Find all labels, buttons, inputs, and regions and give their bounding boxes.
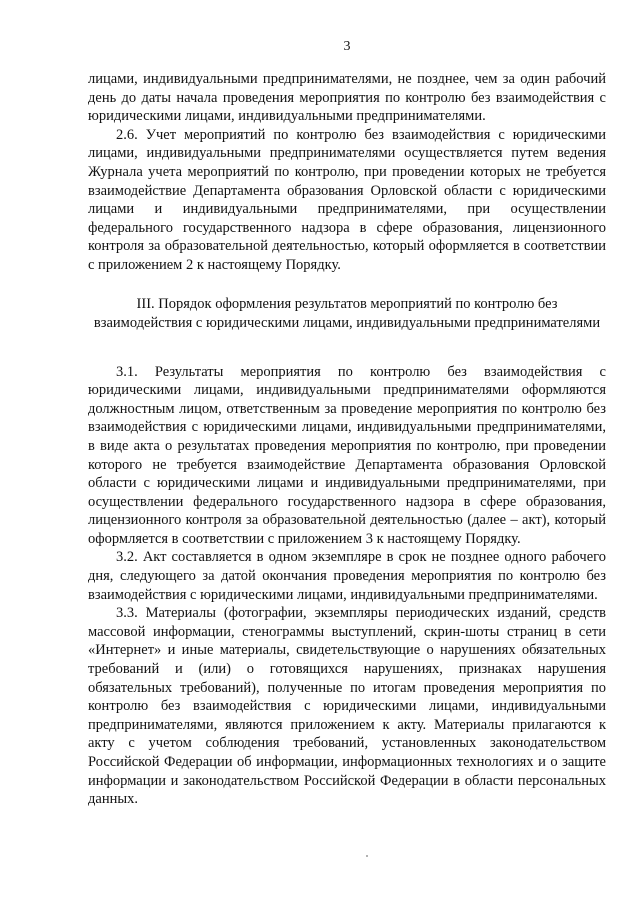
paragraph-3-2: 3.2. Акт составляется в одном экземпляре в срок не позднее одного рабочего дня, следующего за датой окончания проведения мероприятия по контролю без взаимодействия с юридическими лицами, индивидуальными предпринимателями. [88, 549, 606, 603]
scan-speck [366, 855, 368, 857]
paragraph-3-3: 3.3. Материалы (фотографии, экземпляры периодических изданий, средств массовой информации, стенограммы выступлений, скрин-шоты страниц в сети «Интернет» и иные материалы, свидетельствующие о нарушениях обязательных требований и (или) о готовящихся нарушениях, признаках нарушения обязательных требований), полученные по итогам проведения мероприятия по контролю без взаимодействия с юридическими лицами, индивидуальными предпринимателями, являются приложением к акту. Материалы прилагаются к акту с учетом соблюдения требований, установленных законодательством Российской Федерации об информации, информационных технологиях и о защите информации и законодательством Российской Федерации в области персональных данных. [88, 605, 606, 808]
paragraph-continuation: лицами, индивидуальными предпринимателями, не позднее, чем за один рабочий день до даты начала проведения мероприятия по контролю без взаимодействия с юридическими лицами, индивидуальными предпринимателями. [88, 71, 606, 125]
page-number: 3 [343, 39, 351, 54]
paragraph-3-1: 3.1. Результаты мероприятия по контролю без взаимодействия с юридическими лицами, индивидуальными предпринимателями оформляются должностным лицом, ответственным за проведение мероприятия по контролю без взаимодействия с юридическими лицами, индивидуальными предпринимателями, в виде акта о результатах проведения мероприятия по контролю, при проведении которого не требуется взаимодействие Департамента образования Орловской области с юридическими лицами и индивидуальными предпринимателями, при осуществлении федерального государственного надзора в сфере образования, лицензионного контроля за образовательной деятельностью (далее – акт), который оформляется в соответствии с приложением 3 к настоящему Порядку. [88, 363, 606, 547]
paragraph-2-6: 2.6. Учет мероприятий по контролю без взаимодействия с юридическими лицами, индивидуальными предпринимателями осуществляется путем ведения Журнала учета мероприятий по контролю, при проведении которых не требуется взаимодействие Департамента образования Орловской области с юридическими лицами и индивидуальными предпринимателями, при осуществлении федерального государственного надзора в сфере образования, лицензионного контроля за образовательной деятельностью, который оформляется в соответствии с приложением 2 к настоящему Порядку. [88, 126, 606, 273]
section-heading-iii: III. Порядок оформления результатов мероприятий по контролю без взаимодействия с юридическими лицами, индивидуальными предпринимателями [93, 295, 601, 331]
